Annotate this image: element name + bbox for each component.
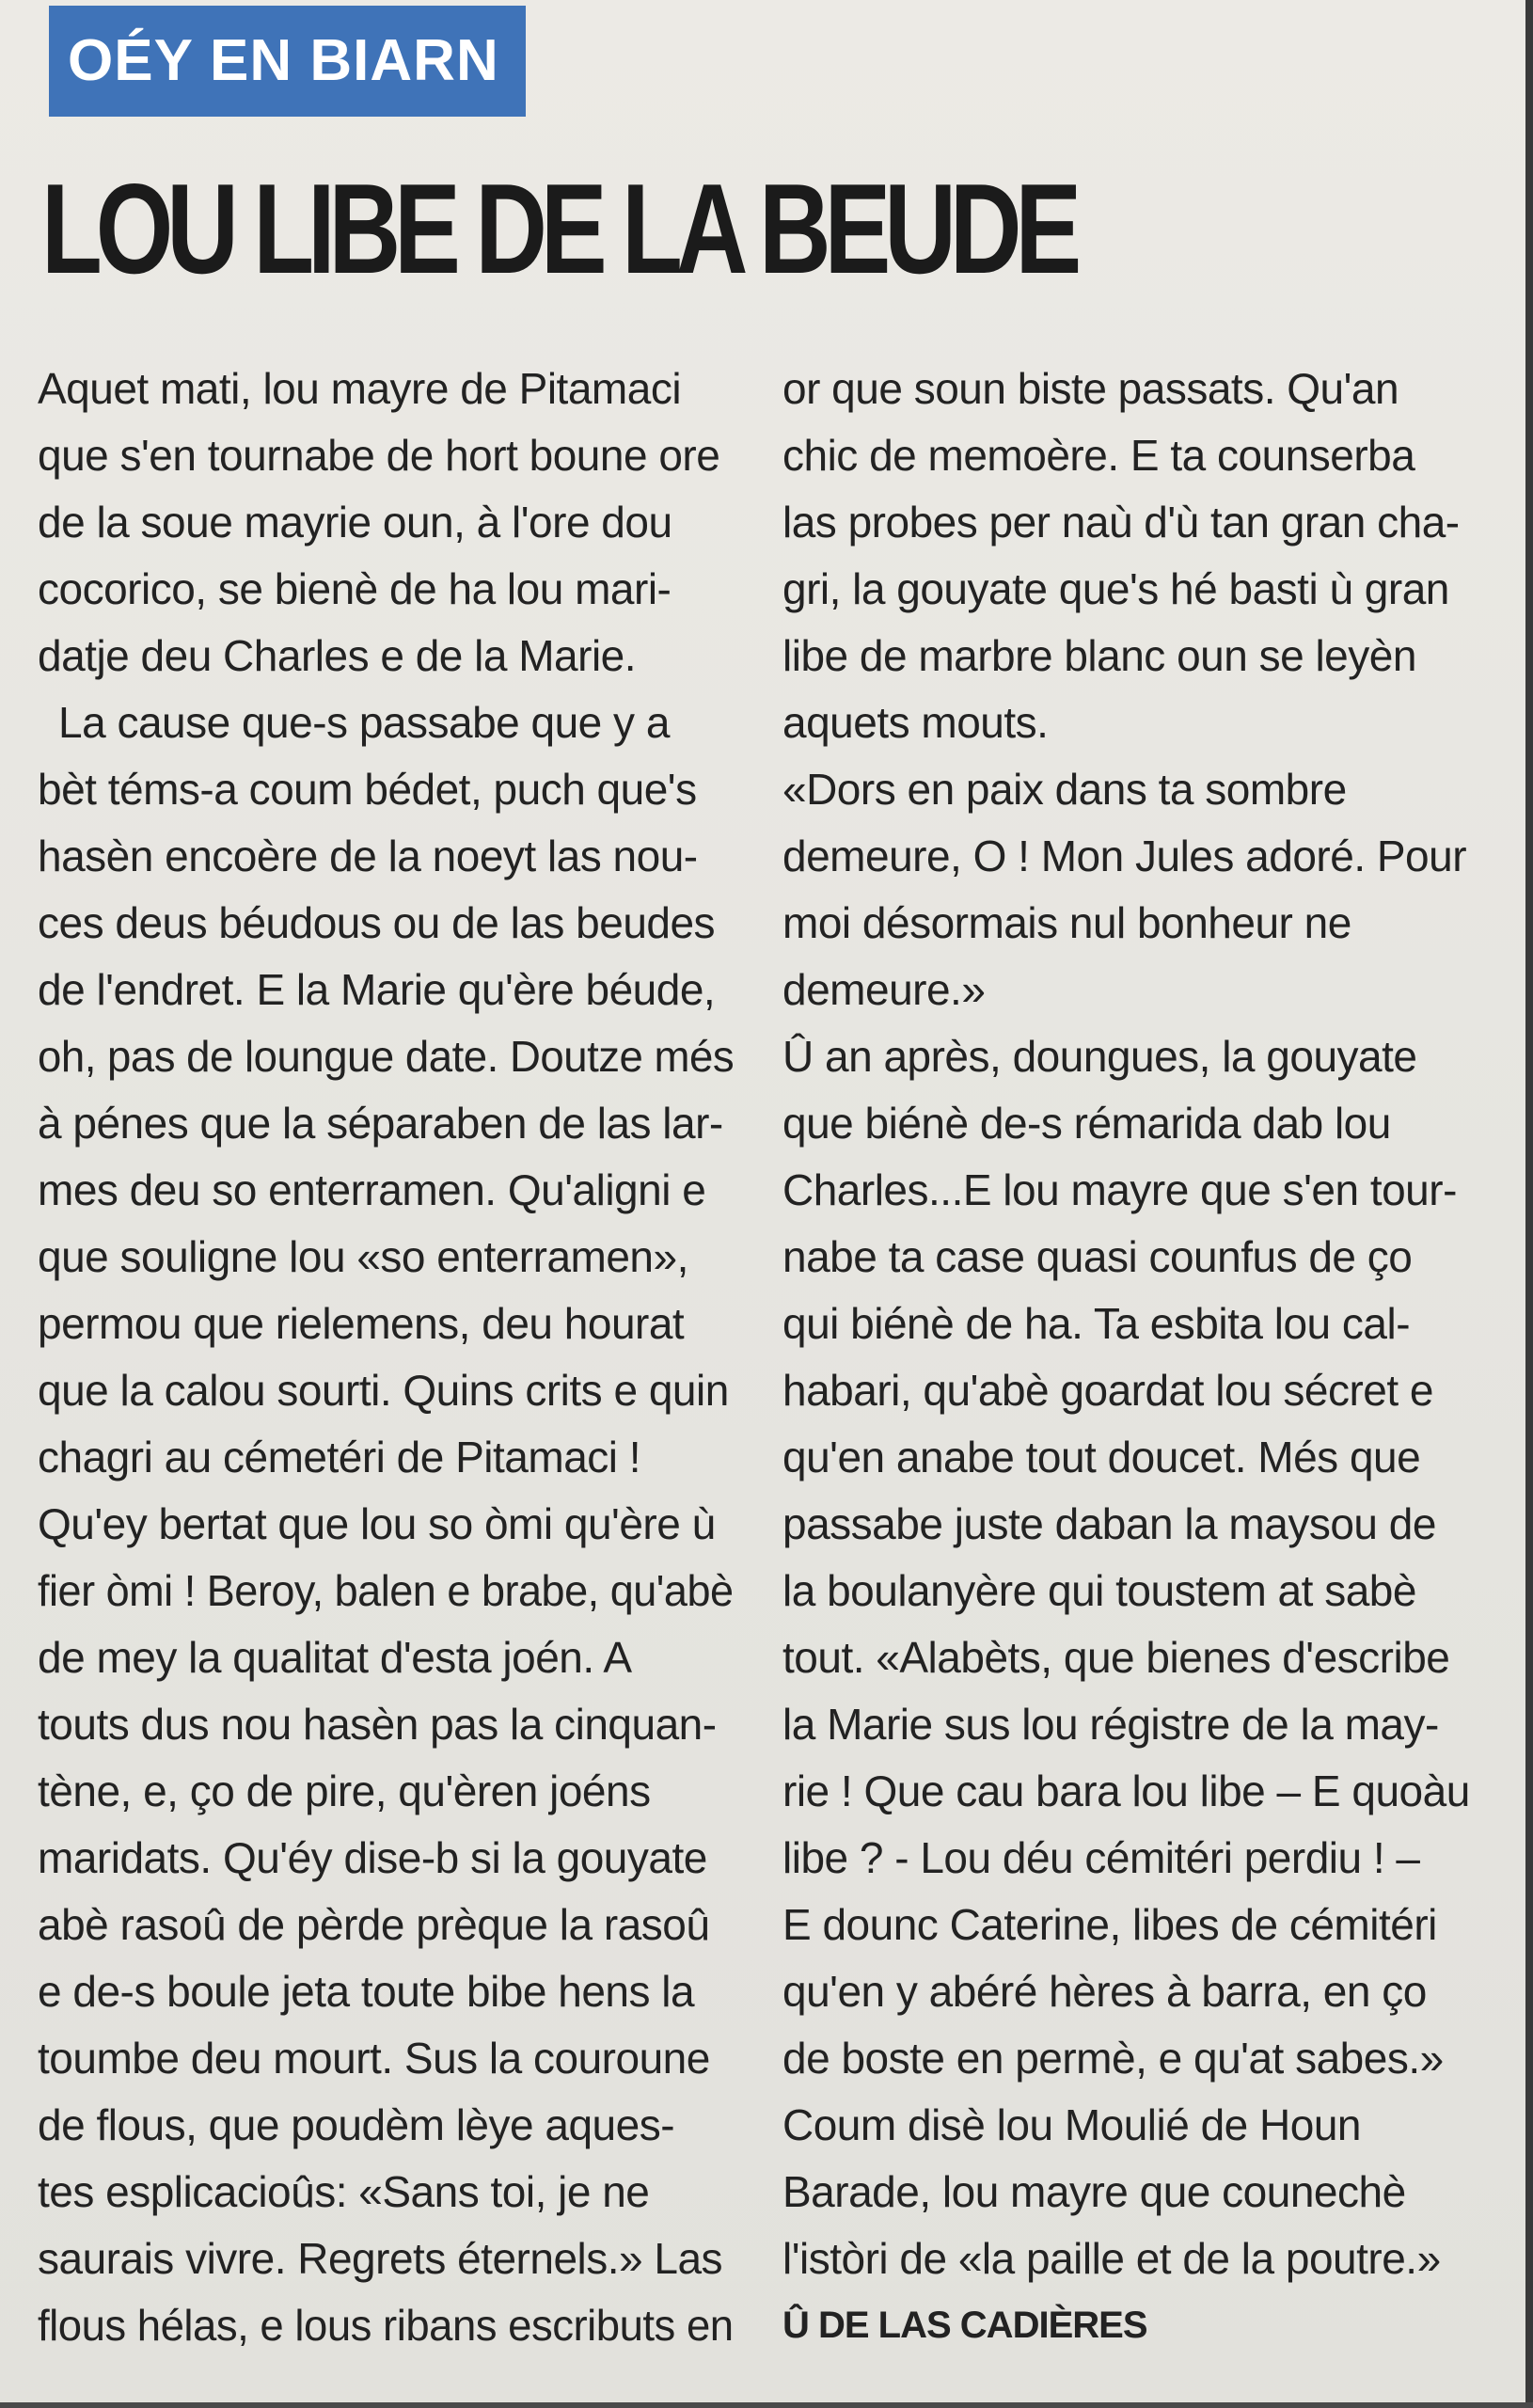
text-line: hasèn encoère de la noeyt las nou- [38,832,698,880]
author-signature: Û DE LAS CADIÈRES [782,2305,1147,2346]
article-column-right [782,356,1478,2359]
text-line: habari, qu'abè goardat lou sécret e [782,1366,1433,1415]
text-line: las probes per naù d'ù tan gran cha- [782,498,1460,547]
text-line: permou que rielemens, deu hourat [38,1299,685,1348]
text-line: qu'en anabe tout doucet. Més que [782,1433,1421,1481]
text-line: abè rasoû de pèrde prèque la rasoû [38,1900,710,1949]
text-line: que biénè de-s rémarida dab lou [782,1099,1391,1148]
text-line: e de-s boule jeta toute bibe hens la [38,1967,695,2016]
text-line: ces deus béudous ou de las beudes [38,898,716,947]
text-line: tes esplicacioûs: «Sans toi, je ne [38,2167,650,2216]
page-edge-bottom [0,2402,1533,2408]
text-line: chagri au cémetéri de Pitamaci ! [38,1433,641,1481]
text-line: touts dus nou hasèn pas la cinquan- [38,1700,717,1749]
text-line: de flous, que poudèm lèye aques- [38,2100,675,2149]
text-line: la boulanyère qui toustem at sabè [782,1566,1416,1615]
text-line: de la soue mayrie oun, à l'ore dou [38,498,672,547]
text-line: Qu'ey bertat que lou so òmi qu'ère ù [38,1499,716,1548]
page-edge-right [1525,0,1533,2408]
text-line: nabe ta case quasi counfus de ço [782,1232,1413,1281]
text-line: qu'en y abéré hères à barra, en ço [782,1967,1427,2016]
text-line: de l'endret. E la Marie qu'ère béude, [38,965,716,1014]
text-line: de mey la qualitat d'esta joén. A [38,1633,632,1682]
text-line: tène, e, ço de pire, qu'èren joéns [38,1766,651,1815]
text-line: que souligne lou «so enterramen», [38,1232,688,1281]
text-line: mes deu so enterramen. Qu'aligni e [38,1165,706,1214]
text-line: Barade, lou mayre que counechè [782,2167,1406,2216]
text-line: Charles...E lou mayre que s'en tour- [782,1165,1457,1214]
text-line: passabe juste daban la maysou de [782,1499,1436,1548]
text-line: Aquet mati, lou mayre de Pitamaci [38,364,682,413]
text-line: datje deu Charles e de la Marie. [38,631,637,680]
text-line: que s'en tournabe de hort boune ore [38,431,720,480]
text-line: saurais vivre. Regrets éternels.» Las [38,2234,723,2283]
text-line: moi désormais nul bonheur ne [782,898,1351,947]
text-line: cocorico, se bienè de ha lou mari- [38,564,672,613]
text-line: rie ! Que cau bara lou libe – E quoàu [782,1766,1470,1815]
text-line: toumbe deu mourt. Sus la couroune [38,2034,710,2083]
text-line: La cause que-s passabe que y a [58,698,670,747]
text-line: fier òmi ! Beroy, balen e brabe, qu'abè [38,1566,734,1615]
text-line: libe de marbre blanc oun se leyèn [782,631,1416,680]
text-line: qui biénè de ha. Ta esbita lou cal- [782,1299,1411,1348]
text-line: gri, la gouyate que's hé basti ù gran [782,564,1449,613]
text-line: chic de memoère. E ta counserba [782,431,1415,480]
text-line: aquets mouts. [782,698,1049,747]
text-line: tout. «Alabèts, que bienes d'escribe [782,1633,1450,1682]
text-line: flous hélas, e lous ribans escributs en [38,2301,734,2350]
text-line: que la calou sourti. Quins crits e quin [38,1366,729,1415]
article-column-left [38,356,734,2359]
text-line: demeure, O ! Mon Jules adoré. Pour [782,832,1467,880]
text-line: la Marie sus lou régistre de la may- [782,1700,1439,1749]
text-line: maridats. Qu'éy dise-b si la gouyate [38,1833,707,1882]
text-line: libe ? - Lou déu cémitéri perdiu ! – [782,1833,1420,1882]
text-line: bèt téms-a coum bédet, puch que's [38,765,697,814]
text-line: à pénes que la séparaben de las lar- [38,1099,723,1148]
article-headline: LOU LIBE DE LA BEUDE [41,157,1076,300]
section-rubric: OÉY EN BIARN [49,6,526,117]
text-line: or que soun biste passats. Qu'an [782,364,1399,413]
text-line: Coum disè lou Moulié de Houn [782,2100,1362,2149]
text-line: de boste en permè, e qu'at sabes.» [782,2034,1444,2083]
text-line: E dounc Caterine, libes de cémitéri [782,1900,1437,1949]
text-line: oh, pas de loungue date. Doutze més [38,1032,735,1081]
text-line: l'istòri de «la paille et de la poutre.» [782,2234,1441,2283]
text-line: «Dors en paix dans ta sombre [782,765,1347,814]
text-line: Û an après, doungues, la gouyate [782,1032,1417,1081]
text-line: demeure.» [782,965,986,1014]
